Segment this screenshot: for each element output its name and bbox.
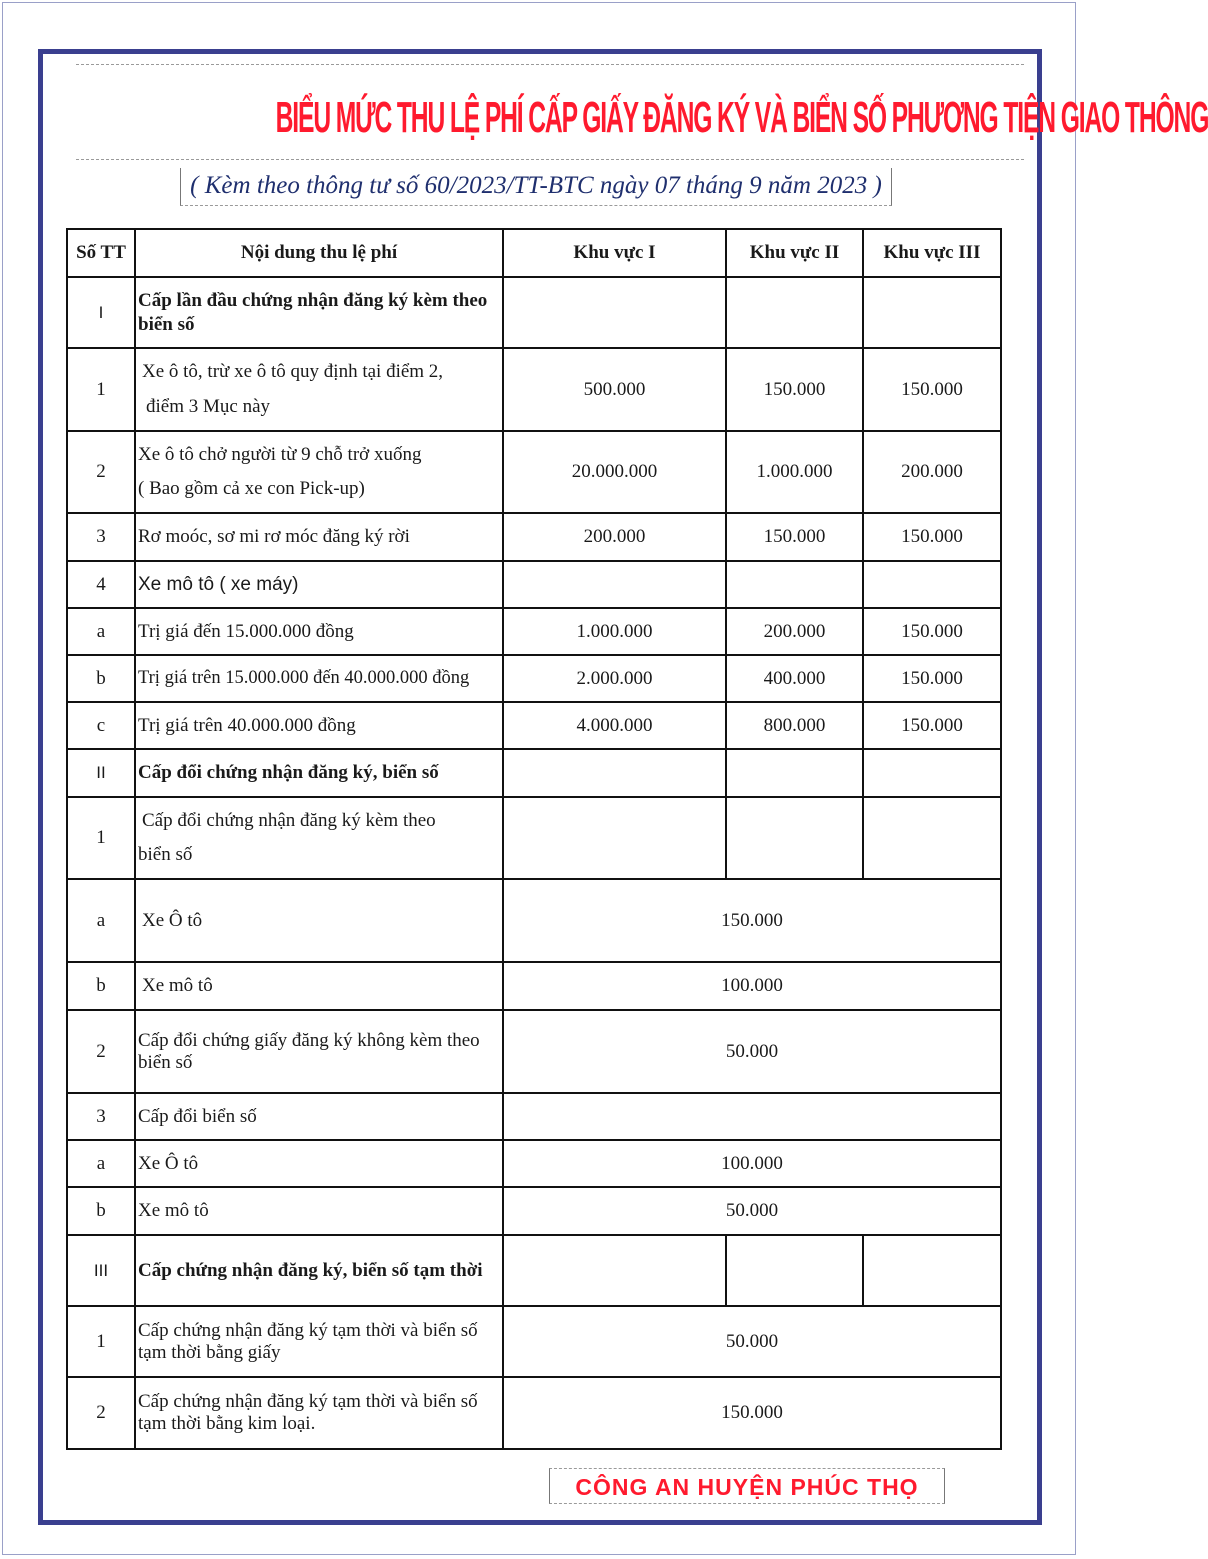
row-content: Cấp chứng nhận đăng ký, biển số tạm thời	[135, 1235, 503, 1306]
issuer-footer: CÔNG AN HUYỆN PHÚC THỌ	[575, 1474, 919, 1500]
row-stt: b	[67, 655, 135, 702]
row-zone-3	[863, 277, 1001, 348]
table-row	[67, 348, 1001, 431]
row-zone-3	[863, 561, 1001, 608]
table-row	[67, 879, 1001, 962]
row-content: Rơ moóc, sơ mi rơ móc đăng ký rời	[135, 513, 503, 561]
table-row	[67, 702, 1001, 749]
header-content: Nội dung thu lệ phí	[135, 229, 503, 277]
row-content	[135, 348, 503, 431]
row-zone-1: 500.000	[503, 348, 726, 431]
row-content-line: Cấp đổi chứng nhận đăng ký kèm theo	[142, 809, 436, 831]
table-row	[67, 1010, 1001, 1093]
row-zone-1	[503, 561, 726, 608]
row-zone-1: 20.000.000	[503, 431, 726, 513]
row-all-zones: 100.000	[503, 1140, 1001, 1187]
row-content	[135, 431, 503, 513]
row-content-line: Xe ô tô chở người từ 9 chỗ trở xuống	[138, 443, 422, 465]
header-zone-2: Khu vực II	[726, 229, 863, 277]
row-content-text: Xe mô tô	[142, 975, 213, 997]
table-row	[67, 277, 1001, 348]
row-stt: a	[67, 608, 135, 655]
row-zone-1	[503, 277, 726, 348]
row-content: Cấp chứng nhận đăng ký tạm thời và biển số tạm thời bằng kim loại.	[135, 1377, 503, 1449]
table-row	[67, 1187, 1001, 1235]
row-stt: 4	[67, 561, 135, 608]
document-subtitle: ( Kèm theo thông tư số 60/2023/TT-BTC ngày 07 tháng 9 năm 2023 )	[190, 172, 882, 199]
header-stt: Số TT	[67, 229, 135, 277]
header-zone-3: Khu vực III	[863, 229, 1001, 277]
row-zone-3: 150.000	[863, 608, 1001, 655]
table-row	[67, 1235, 1001, 1306]
row-zone-1	[503, 797, 726, 879]
row-stt: a	[67, 1140, 135, 1187]
row-stt: 3	[67, 513, 135, 561]
row-content-text: Xe Ô tô	[142, 909, 203, 931]
row-zone-2	[726, 561, 863, 608]
row-stt: b	[67, 1187, 135, 1235]
row-stt: 2	[67, 431, 135, 513]
row-stt: 1	[67, 348, 135, 431]
table-row	[67, 797, 1001, 879]
row-stt: a	[67, 879, 135, 962]
row-content-line: ( Bao gồm cả xe con Pick-up)	[138, 478, 365, 499]
row-stt: 1	[67, 797, 135, 879]
row-zone-3	[863, 749, 1001, 797]
row-stt: 2	[67, 1010, 135, 1093]
row-zone-3: 150.000	[863, 513, 1001, 561]
row-stt: I	[67, 277, 135, 348]
row-zone-2: 1.000.000	[726, 431, 863, 513]
row-zone-2	[726, 1235, 863, 1306]
row-zone-3: 150.000	[863, 348, 1001, 431]
table-row	[67, 513, 1001, 561]
row-all-zones: 50.000	[503, 1306, 1001, 1377]
table-row	[67, 561, 1001, 608]
row-stt: c	[67, 702, 135, 749]
row-stt: 3	[67, 1093, 135, 1140]
table-header-row	[67, 229, 1001, 277]
row-all-zones	[503, 1093, 1001, 1140]
table-row	[67, 1377, 1001, 1449]
row-content: Trị giá đến 15.000.000 đồng	[135, 608, 503, 655]
row-all-zones: 150.000	[503, 1377, 1001, 1449]
row-content: Xe mô tô	[135, 1187, 503, 1235]
row-zone-1: 2.000.000	[503, 655, 726, 702]
row-stt: 1	[67, 1306, 135, 1377]
row-all-zones: 100.000	[503, 962, 1001, 1010]
row-content	[135, 797, 503, 879]
row-zone-3	[863, 1235, 1001, 1306]
table-row	[67, 431, 1001, 513]
row-content: Cấp đổi chứng nhận đăng ký, biển số	[135, 749, 503, 797]
row-content: Cấp lần đầu chứng nhận đăng ký kèm theo biển số	[135, 277, 503, 348]
row-content-line: Xe ô tô, trừ xe ô tô quy định tại điểm 2,	[142, 361, 444, 383]
header-zone-1: Khu vực I	[503, 229, 726, 277]
row-content: Cấp chứng nhận đăng ký tạm thời và biển số tạm thời bằng giấy	[135, 1306, 503, 1377]
row-content	[135, 879, 503, 962]
row-zone-3	[863, 797, 1001, 879]
row-content: Xe Ô tô	[135, 1140, 503, 1187]
row-zone-2: 400.000	[726, 655, 863, 702]
row-zone-1: 200.000	[503, 513, 726, 561]
row-zone-2	[726, 277, 863, 348]
row-zone-2: 150.000	[726, 348, 863, 431]
row-zone-1	[503, 749, 726, 797]
row-zone-1	[503, 1235, 726, 1306]
table-row	[67, 1093, 1001, 1140]
row-all-zones: 50.000	[503, 1187, 1001, 1235]
row-content: Xe mô tô ( xe máy)	[135, 561, 503, 608]
row-zone-1: 1.000.000	[503, 608, 726, 655]
row-content: Trị giá trên 15.000.000 đến 40.000.000 đồng	[135, 655, 503, 702]
table-row	[67, 962, 1001, 1010]
row-content: Trị giá trên 40.000.000 đồng	[135, 702, 503, 749]
row-all-zones: 150.000	[503, 879, 1001, 962]
table-row	[67, 1306, 1001, 1377]
row-zone-2: 200.000	[726, 608, 863, 655]
row-content: Cấp đổi biển số	[135, 1093, 503, 1140]
table-row	[67, 608, 1001, 655]
row-content	[135, 962, 503, 1010]
table-row	[67, 1140, 1001, 1187]
row-zone-2	[726, 797, 863, 879]
row-zone-3: 150.000	[863, 655, 1001, 702]
row-zone-3: 150.000	[863, 702, 1001, 749]
document-title: BIỂU MỨC THU LỆ PHÍ CẤP GIẤY ĐĂNG KÝ VÀ BIỂN SỐ PHƯƠNG TIỆN GIAO THÔNG	[275, 93, 1208, 142]
table-row	[67, 655, 1001, 702]
row-zone-3: 200.000	[863, 431, 1001, 513]
row-stt: III	[67, 1235, 135, 1306]
row-zone-1: 4.000.000	[503, 702, 726, 749]
row-content: Cấp đổi chứng giấy đăng ký không kèm theo biển số	[135, 1010, 503, 1093]
row-stt: II	[67, 749, 135, 797]
row-content-line: biển số	[138, 844, 193, 865]
row-zone-2: 800.000	[726, 702, 863, 749]
row-content-line: điểm 3 Mục này	[146, 395, 271, 417]
table-row	[67, 749, 1001, 797]
row-stt: 2	[67, 1377, 135, 1449]
row-all-zones: 50.000	[503, 1010, 1001, 1093]
fee-table	[66, 228, 1002, 1450]
row-stt: b	[67, 962, 135, 1010]
row-zone-2	[726, 749, 863, 797]
row-zone-2: 150.000	[726, 513, 863, 561]
